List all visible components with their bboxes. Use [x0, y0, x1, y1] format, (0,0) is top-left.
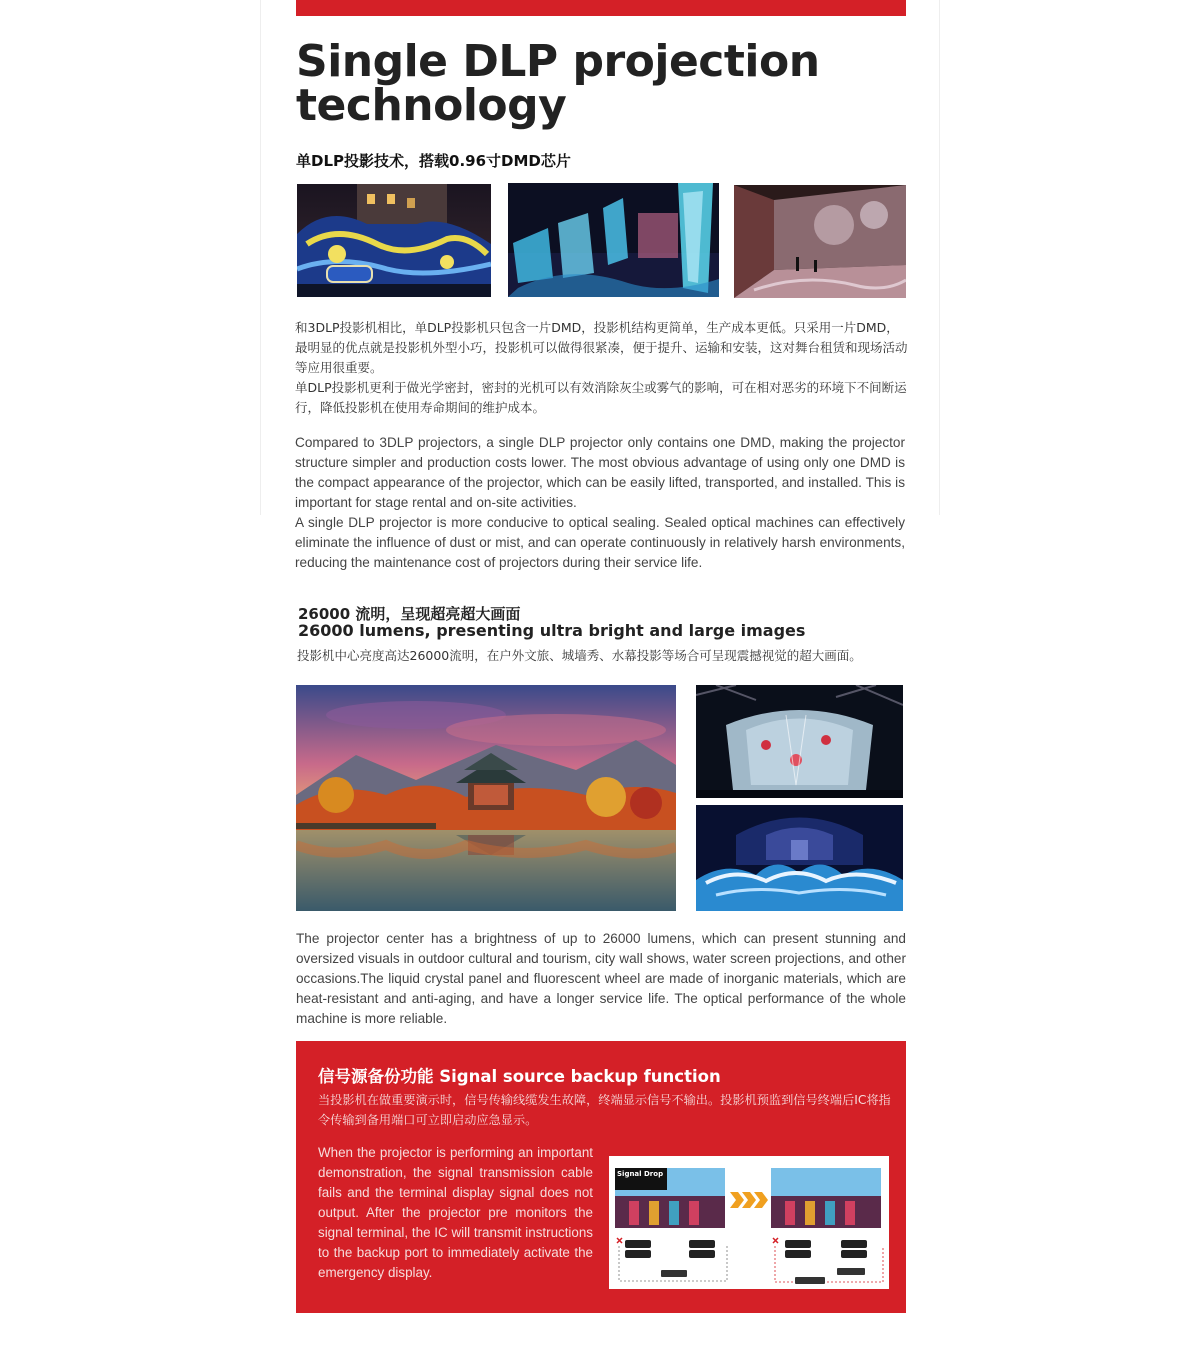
section2-title-en: 26000 lumens, presenting ultra bright and large images [298, 621, 806, 640]
page-title-line-2: technology [296, 80, 567, 131]
immersive-room-photo [734, 185, 906, 298]
pavilion-landscape-photo [296, 685, 676, 911]
castle-projection-photo [297, 184, 491, 297]
left-guide-line [260, 0, 261, 515]
signal-backup-panel [296, 1041, 906, 1313]
switch-box-icon [661, 1270, 687, 1277]
section2-body-paragraph: The projector center has a brightness of up to 26000 lumens, which can present stunning and oversized visuals in outdoor cultural and tourism, city wall shows, water screen projections, and other occasions.The liquid crystal panel and fluorescent wheel are made of inorganic materials, which are heat-resistant and anti-aging, and have a longer service life. The optical performance of the whole machine is more reliable. [296, 931, 906, 1026]
right-guide-line [939, 0, 940, 515]
cross-icon [617, 1238, 622, 1243]
projector-icon [625, 1240, 715, 1258]
section2-heading [298, 606, 898, 640]
arrow-right-icon [730, 1192, 768, 1208]
cn-paragraph-1: 和3DLP投影机相比，单DLP投影机只包含一片DMD，投影机结构更简单，生产成本更低。只采用一片DMD，最明显的优点就是投影机外型小巧，投影机可以做得很紧凑，便于提升、运输和安装，这对舞台租赁和现场活动等应用很重要。 [295, 320, 908, 375]
stage-wave-photo [696, 805, 903, 911]
en-paragraph-2: A single DLP projector is more conducive to optical sealing. Sealed optical machines can effectively eliminate the influence of dust or mist, and can operate continuously in relatively harsh environments, reducing the maintenance cost of projectors during their service life. [295, 515, 905, 570]
section1-cn-text [295, 318, 910, 418]
section2-desc-cn: 投影机中心亮度高达26000流明，在户外文旅、城墙秀、水幕投影等场合可呈现震撼视觉的超大画面。 [297, 648, 862, 663]
signal-backup-desc-cn: 当投影机在做重要演示时，信号传输线缆发生故障，终端显示信号不输出。投影机预监到信号终端后IC将指令传输到备用端口可立即启动应急显示。 [318, 1093, 891, 1127]
signal-backup-desc-en: When the projector is performing an important demonstration, the signal transmission cable fails and the terminal display signal does not output. After the projector pre monitors the signal terminal, the IC will transmit instructions to the backup port to immediately activate the emergency display. [318, 1145, 593, 1280]
page-title [296, 36, 916, 131]
section2-body-en [296, 929, 906, 1029]
dome-projection-photo [696, 685, 903, 798]
section1-en-text [295, 433, 905, 573]
section2-title-cn: 26000 流明，呈现超亮超大画面 [298, 605, 521, 623]
page-title-line-1: Single DLP projection [296, 36, 820, 87]
signal-drop-label: Signal Drop [617, 1170, 664, 1178]
en-paragraph-1: Compared to 3DLP projectors, a single DLP projector only contains one DMD, making the projector structure simpler and production costs lower. The most obvious advantage of using only one DMD is the compact appearance of the projector, which can be easily lifted, transported, and installed. This is important for stage rental and on-site activities. [295, 435, 905, 510]
cn-paragraph-2: 单DLP投影机更利于做光学密封，密封的光机可以有效消除灰尘或雾气的影响，可在相对恶劣的环境下不间断运行，降低投影机在使用寿命期间的维护成本。 [295, 380, 907, 415]
immersive-pillars-photo [508, 183, 719, 297]
signal-backup-title: 信号源备份功能 Signal source backup function [318, 1067, 721, 1086]
page-subtitle: 单DLP投影技术，搭载0.96寸DMD芯片 [296, 152, 571, 170]
signal-backup-diagram [609, 1156, 889, 1289]
top-accent-bar [296, 0, 906, 16]
